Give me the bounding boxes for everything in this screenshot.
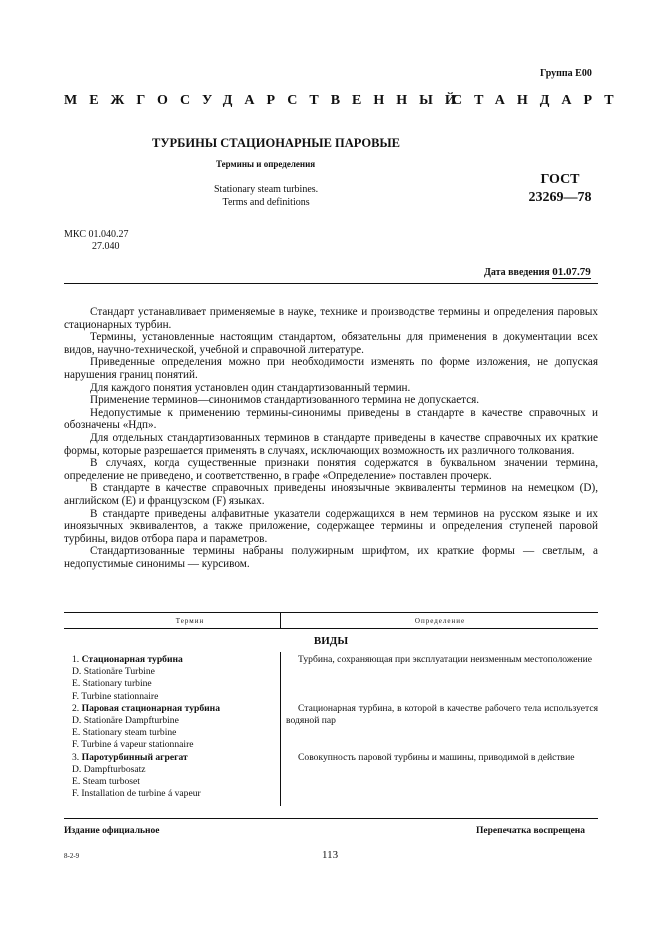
definition-1: Турбина, сохраняющая при эксплуатации неизменным местоположение [298,654,593,665]
body-column-divider [280,652,281,806]
official-edition-note: Издание официальное [64,826,160,836]
definition-3: Совокупность паровой турбины и машины, приводимой в действие [298,752,575,763]
gost-designation [520,171,600,207]
term-entry: 2. Паровая стационарная турбина [72,702,221,714]
term-name: Паровая стационарная турбина [81,702,221,714]
english-title [214,183,318,209]
paragraph: В стандарте в качестве справочных приведены иноязычные эквиваленты терминов на немецком (D), английском (Е) и французском (F) языках. [64,482,598,507]
paragraph: Стандарт устанавливает применяемые в науке, технике и производстве термины и определения паровых стационарных турбин. [64,306,598,331]
footer-rule [64,818,598,819]
introduction-date-value: 01.07.79 [552,266,591,278]
term-name: Стационарная турбина [81,654,183,665]
term-entry: 1. Стационарная турбина [72,654,183,665]
term-english: E. Stationary turbine [72,678,152,690]
column-header-definition: Определение [414,617,466,625]
document-subtitle: Термины и определения [216,159,316,169]
mks-code-2: 27.040 [92,241,120,252]
banner-word-standard: СТАНДАРТ [452,93,626,108]
table-top-rule [64,612,598,613]
page-number: 113 [322,849,339,861]
header-column-divider [280,613,281,628]
mks-codes [64,229,128,253]
mks-label: МКС [64,229,86,240]
introduction-date [484,266,591,278]
english-title-line2: Terms and definitions [222,197,310,208]
paragraph: Приведенные определения можно при необходимости изменять по форме изложения, не допуская нарушения границ понятий. [64,356,598,381]
term-german: D. Stationäre Turbine [72,666,155,678]
mks-code-1: 01.040.27 [88,229,129,240]
section-heading: ВИДЫ [313,635,349,647]
term-french: F. Turbine stationnaire [72,690,159,702]
paragraph: Применение терминов—синонимов стандартизованного термина не допускается. [90,394,480,407]
column-header-term: Термин [175,617,205,625]
term-german: D. Dampfturbosatz [72,763,146,775]
banner-word-interstate: МЕЖГОСУДАРСТВЕННЫЙ [64,93,468,108]
paragraph: Для отдельных стандартизованных терминов в стандарте приведены в качестве справочных их краткие формы, которые разрешается применять в случаях, исключающих возможность их различного толкования. [64,431,598,457]
term-english: E. Stationary steam turbine [72,727,177,739]
paragraph: Термины, установленные настоящим стандартом, обязательны для применения в документации всех видов, научно-технической, учебной и справочной литературе. [64,331,598,356]
paragraph: Для каждого понятия установлен один стандартизованный термин. [90,381,411,394]
print-code: 8-2-9 [64,852,80,860]
term-name: Паротурбинный агрегат [81,751,188,763]
document-title: ТУРБИНЫ СТАЦИОНАРНЫЕ ПАРОВЫЕ [152,136,401,150]
term-german: D. Stationäre Dampfturbine [72,715,179,727]
reprint-prohibited-note: Перепечатка воспрещена [476,826,586,836]
definition-2: Стационарная турбина, в которой в качестве рабочего тела используется водяной пар [286,703,598,727]
introduction-text [64,306,598,570]
paragraph: Недопустимые к применению термины-синонимы приведены в стандарте в качестве справочных и обозначены «Ндп». [64,406,598,432]
introduction-date-label: Дата введения [484,267,550,278]
terms-column [72,654,272,800]
term-english: E. Steam turboset [72,776,140,788]
term-french: F. Turbine á vapeur stationnaire [72,739,194,751]
paragraph: Стандартизованные термины набраны полужирным шрифтом, их краткие формы — светлым, а недопустимые синонимы — курсивом. [64,545,598,570]
term-entry: 3. Паротурбинный агрегат [72,751,188,763]
group-code: Группа Е00 [540,68,592,79]
header-rule [64,283,598,284]
table-header-rule [64,628,598,629]
gost-label: ГОСТ [540,172,580,187]
standard-banner [64,93,626,109]
term-french: F. Installation de turbine á vapeur [72,788,201,800]
english-title-line1: Stationary steam turbines. [214,184,319,195]
gost-number: 23269—78 [528,190,592,205]
paragraph: В стандарте приведены алфавитные указатели содержащихся в нем терминов на русском языке и их иноязычных эквивалентов, а также приложение, содержащее термины и определения ступеней паровой турбины, видов отбора пара и параметров. [64,507,598,545]
paragraph: В случаях, когда существенные признаки понятия содержатся в буквальном значении термина, определение не приведено, и соответственно, в графе «Определение» поставлен прочерк. [64,457,598,482]
